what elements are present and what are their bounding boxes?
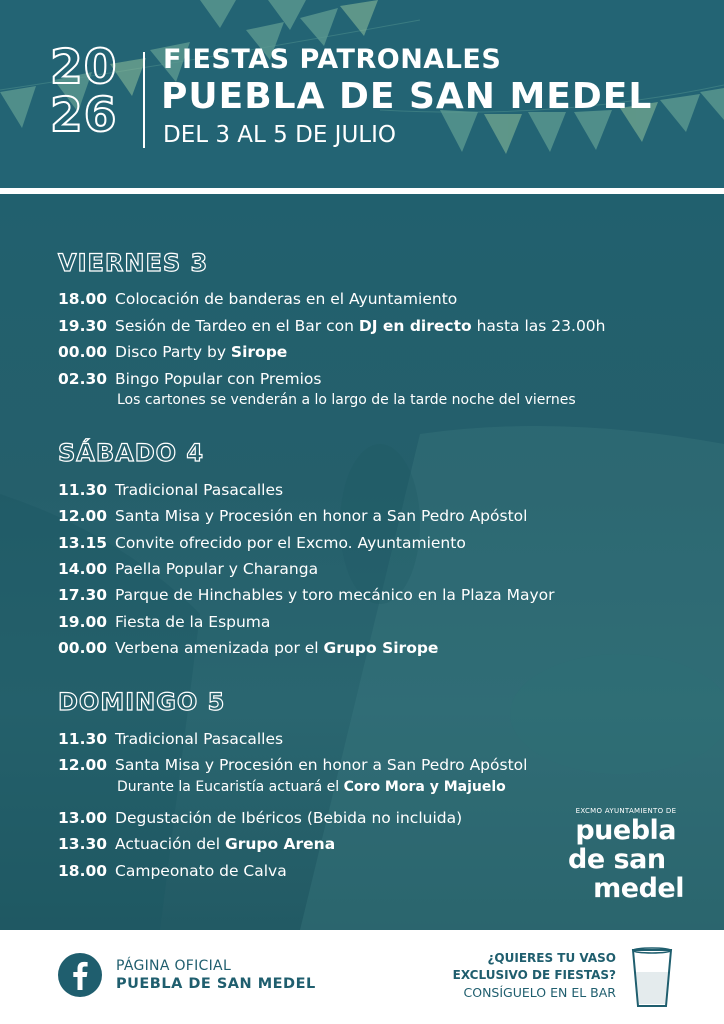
event-item — [58, 755, 527, 775]
event-time: 11.30 — [58, 481, 108, 499]
event-text-bold: DJ en directo — [358, 317, 472, 335]
day-heading-sunday: DOMINGO 5 — [58, 688, 226, 716]
event-time: 17.30 — [58, 586, 108, 604]
event-text: Paella Popular y Charanga — [115, 560, 319, 578]
event-text: Colocación de banderas en el Ayuntamiento — [115, 290, 458, 308]
event-item — [58, 289, 457, 309]
event-item — [58, 342, 287, 362]
event-item — [58, 861, 287, 881]
event-item — [58, 559, 318, 579]
event-time: 00.00 — [58, 343, 108, 361]
event-text: Verbena amenizada por el — [115, 639, 324, 657]
event-text-bold: Grupo Sirope — [323, 639, 439, 657]
title-small: FIESTAS PATRONALES — [163, 44, 502, 75]
event-note-bold: Coro Mora y Majuelo — [343, 779, 506, 795]
event-time: 18.00 — [58, 862, 108, 880]
official-page-link[interactable]: PUEBLA DE SAN MEDEL — [116, 976, 316, 992]
event-text: Fiesta de la Espuma — [115, 613, 271, 631]
event-text: hasta las 23.00h — [471, 317, 606, 335]
event-time: 13.00 — [58, 809, 108, 827]
event-text: Bingo Popular con Premios — [115, 370, 322, 388]
event-text: Disco Party by — [115, 343, 231, 361]
festival-dates: DEL 3 AL 5 DE JULIO — [163, 122, 396, 148]
event-item — [58, 369, 321, 389]
event-text: Santa Misa y Procesión en honor a San Pedro Apóstol — [115, 756, 528, 774]
event-item — [58, 808, 462, 828]
event-text: Tradicional Pasacalles — [115, 481, 284, 499]
event-text: Tradicional Pasacalles — [115, 730, 284, 748]
event-item — [58, 834, 335, 854]
day-heading-saturday: SÁBADO 4 — [58, 439, 205, 467]
event-time: 11.30 — [58, 730, 108, 748]
year — [50, 40, 118, 143]
glass-icon — [630, 946, 674, 1010]
logo-line-1: puebla — [575, 815, 676, 846]
event-time: 19.00 — [58, 613, 108, 631]
logo-line-2: de san — [568, 844, 666, 875]
event-text: Campeonato de Calva — [115, 862, 287, 880]
event-text-bold: Sirope — [230, 343, 288, 361]
logo-caption: EXCMO AYUNTAMIENTO DE — [575, 807, 677, 815]
event-time: 19.30 — [58, 317, 108, 335]
event-item — [58, 533, 466, 553]
event-item — [58, 585, 554, 605]
event-time: 00.00 — [58, 639, 108, 657]
program — [0, 194, 724, 930]
event-note — [117, 778, 506, 796]
event-time: 12.00 — [58, 507, 108, 525]
event-text-bold: Grupo Arena — [224, 835, 336, 853]
event-time: 02.30 — [58, 370, 108, 388]
event-note-text: Durante la Eucaristía actuará el — [117, 779, 344, 795]
footer — [0, 930, 724, 1024]
event-time: 14.00 — [58, 560, 108, 578]
event-time: 18.00 — [58, 290, 108, 308]
official-page-label: PÁGINA OFICIAL — [116, 958, 232, 974]
event-text: Sesión de Tardeo en el Bar con — [115, 317, 359, 335]
event-time: 12.00 — [58, 756, 108, 774]
event-time: 13.30 — [58, 835, 108, 853]
event-item — [58, 480, 283, 500]
event-text: Actuación del — [115, 835, 225, 853]
year-divider — [143, 52, 145, 148]
event-item — [58, 638, 438, 658]
event-text: Santa Misa y Procesión en honor a San Pedro Apóstol — [115, 507, 528, 525]
event-text: Degustación de Ibéricos (Bebida no incluida) — [115, 809, 463, 827]
header — [0, 0, 724, 188]
year-bottom: 26 — [50, 88, 118, 143]
glass-promo-question-1: ¿QUIERES TU VASO — [487, 951, 616, 965]
event-item — [58, 729, 283, 749]
facebook-icon[interactable] — [58, 953, 102, 997]
event-note: Los cartones se venderán a lo largo de la tarde noche del viernes — [117, 392, 576, 408]
glass-promo-cta: CONSÍGUELO EN EL BAR — [463, 985, 616, 1000]
page-title: PUEBLA DE SAN MEDEL — [161, 76, 653, 117]
day-heading-friday: VIERNES 3 — [58, 249, 209, 277]
glass-promo-question-2: EXCLUSIVO DE FIESTAS? — [452, 968, 616, 982]
event-item — [58, 612, 270, 632]
event-text: Convite ofrecido por el Excmo. Ayuntamiento — [115, 534, 466, 552]
event-text: Parque de Hinchables y toro mecánico en la Plaza Mayor — [115, 586, 555, 604]
year-top: 20 — [50, 40, 118, 95]
town-hall-logo — [566, 806, 686, 903]
event-time: 13.15 — [58, 534, 108, 552]
event-item — [58, 316, 606, 336]
event-item — [58, 506, 527, 526]
glass-promo — [453, 950, 616, 1001]
logo-line-3: medel — [593, 873, 684, 904]
